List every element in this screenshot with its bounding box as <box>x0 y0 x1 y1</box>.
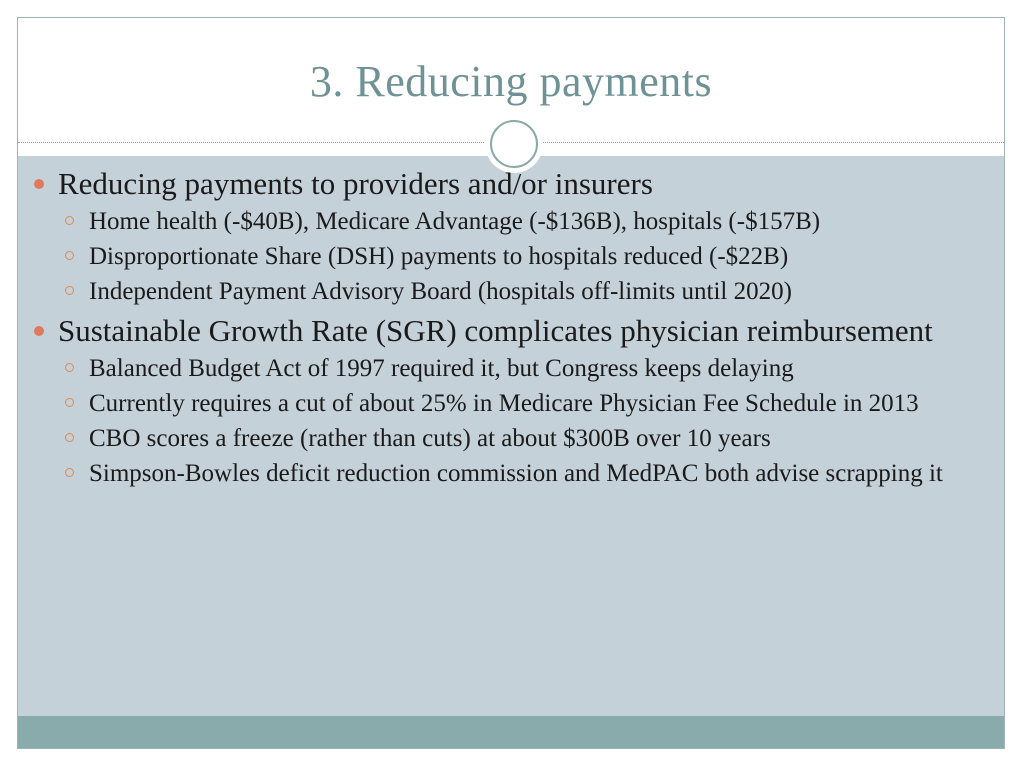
sub-bullet-text: Independent Payment Advisory Board (hospitals off-limits until 2020) <box>89 278 792 305</box>
sub-bullet-ring-icon <box>65 468 74 477</box>
sub-bullet-text: Disproportionate Share (DSH) payments to hospitals reduced (-$22B) <box>89 243 789 270</box>
sub-bullet-text: Currently requires a cut of about 25% in Medicare Physician Fee Schedule in 2013 <box>89 390 919 417</box>
sub-bullet-ring-icon <box>65 363 74 372</box>
sub-bullet-ring-icon <box>65 216 74 225</box>
sub-bullet-ring-icon <box>65 433 74 442</box>
slide-title: 3. Reducing payments <box>309 57 713 106</box>
sub-bullet-item <box>34 458 964 489</box>
sub-bullet-item <box>34 423 964 454</box>
sub-bullet-ring-icon <box>65 251 74 260</box>
sub-bullet-text: Balanced Budget Act of 1997 required it, but Congress keeps delaying <box>89 355 794 382</box>
sub-bullet-ring-icon <box>65 286 74 295</box>
sub-bullet-text: Simpson-Bowles deficit reduction commission and MedPAC both advise scrapping it <box>89 460 943 487</box>
sub-bullet-text: Home health (-$40B), Medicare Advantage (-$136B), hospitals (-$157B) <box>89 208 821 235</box>
bullet-dot-icon <box>34 179 44 189</box>
sub-bullet-item <box>34 241 964 272</box>
bullet-text: Reducing payments to providers and/or insurers <box>58 166 653 201</box>
footer-bar <box>18 716 1004 749</box>
sub-bullet-item <box>34 353 964 384</box>
sub-bullet-ring-icon <box>65 398 74 407</box>
sub-bullet-item <box>34 206 964 237</box>
bullet-list <box>34 160 964 489</box>
sub-bullet-item <box>34 276 964 307</box>
sub-bullet-item <box>34 388 964 419</box>
sub-bullet-text: CBO scores a freeze (rather than cuts) at about $300B over 10 years <box>89 425 771 452</box>
bullet-item <box>34 313 964 349</box>
bullet-dot-icon <box>34 326 44 336</box>
bullet-text: Sustainable Growth Rate (SGR) complicates physician reimbursement <box>58 313 933 348</box>
bullet-item <box>34 166 964 202</box>
